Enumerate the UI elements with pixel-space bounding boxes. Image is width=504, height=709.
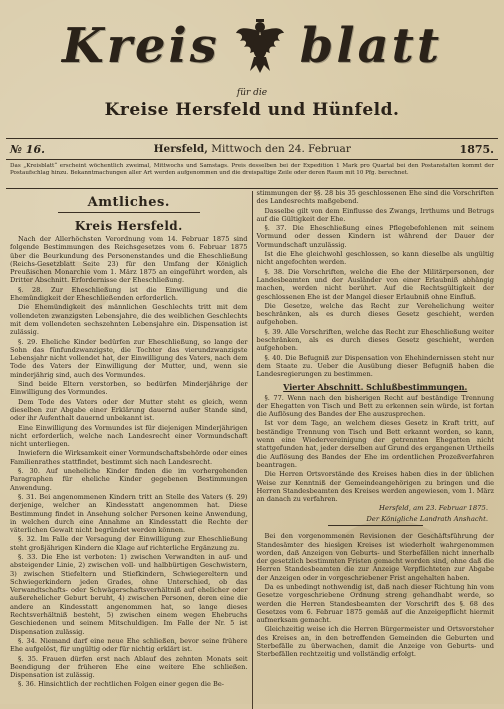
- paragraph: §. 34. Niemand darf eine neue Ehe schließen, bevor seine frühere Ehe aufgelöst, für ungültig oder für nichtig erklärt ist.: [10, 636, 248, 654]
- paragraph: Da es unbedingt nothwendig ist, daß nach dieser Richtung hin vom Gesetze vorgeschriebene Ordnung streng gehandhabt werde, so werden die Herren Standesbeamten der Vorschrift des §. 68 des Gesetzes vom 6. Februar 1875 gemäß auf die Anzeigepflicht hiermit aufmerksam gemacht.: [256, 582, 494, 625]
- eagle-crest-icon: [234, 17, 286, 75]
- subtitle-large: Kreise Hersfeld und Hünfeld.: [104, 100, 400, 120]
- issue-year: 1875.: [459, 142, 494, 156]
- paragraph: §. 38. Die Vorschriften, welche die Ehe der Militärpersonen, der Landesbeamten und der Ausländer von einer Erlaubniß abhängig machen, werden nicht berührt. Auf die Rechtsgültigkeit der geschlossenen Ehe ist der Mangel dieser Erlaubniß ohne Einfluß.: [256, 267, 494, 301]
- paragraph: Eine Einwilligung des Vormundes ist für diejenigen Minderjährigen nicht erforderlich, welche nach Landesrecht einer Vormundschaft nicht unterliegen.: [10, 423, 248, 449]
- sub-heading: Kreis Hersfeld.: [74, 219, 183, 233]
- paragraph: Ist vor dem Tage, an welchem dieses Gesetz in Kraft tritt, auf beständige Trennung von Tisch und Bett erkannt worden, so kann, wenn eine Wiedervereinigung der getrennten Ehegatten nicht stattgefunden hat, jeder derselben auf Grund des ergangenen Urtheils die Auflösung des Bandes der Ehe im ordentlichen Prozeßverfahren beantragen.: [256, 419, 494, 469]
- paragraph: Dem Tode des Vaters oder der Mutter steht es gleich, wenn dieselben zur Abgabe einer Erklärung dauernd außer Stande sind, oder ihr Aufenthalt dauernd unbekannt ist.: [10, 397, 248, 423]
- title-right: blatt: [299, 18, 443, 74]
- paragraph: Gleichzeitig weise ich die Herren Bürgermeister und Ortsvorsteher des Kreises an, in den betreffenden Gemeinden die Geburten und Sterbefälle zu überwachen, damit die Anzeige von Geburts- und Sterbefällen rechtzeitig und vollständig erfolgt.: [256, 625, 494, 659]
- paragraph: §. 28. Zur Eheschließung ist die Einwilligung und die Ehemündigkeit der Eheschließenden erforderlich.: [10, 285, 248, 303]
- issue-line: [6, 138, 498, 160]
- divider-rule: [58, 212, 201, 213]
- paragraph: Dasselbe gilt von dem Einflusse des Zwangs, Irrthums und Betrugs auf die Gültigkeit der Ehe.: [256, 206, 494, 223]
- title-row: [6, 16, 498, 76]
- subscription-notice: Das „Kreisblatt“ erscheint wöchentlich zweimal, Mittwochs und Samstags. Preis desselben bei der Expedition 1 Mark pro Quartal bei den Postanstalten kommt der Postaufschlag hinzu. Bekanntmachungen aller Art werden aufgenommen und die dreispaltige Zeile oder deren Raum mit 10 Pfg. berechnet.: [6, 160, 498, 189]
- title-left: Kreis: [61, 18, 220, 74]
- paragraph: §. 40. Die Befugniß zur Dispensation von Ehehindernissen steht nur dem Staate zu. Ueber die Ausübung dieser Befugniß haben die Landesregierungen zu bestimmen.: [256, 353, 494, 379]
- paragraph: §. 35. Frauen dürfen erst nach Ablauf des zehnten Monats seit Beendigung der früheren Ehe eine weitere Ehe schließen. Dispensation ist zulässig.: [10, 654, 248, 680]
- signature-name: Der Königliche Landrath Anshacht.: [366, 514, 488, 523]
- paragraph: Die Ehemündigkeit des männlichen Geschlechts tritt mit dem vollendeten zwanzigsten Lebensjahre, die des weiblichen Geschlechts mit dem vollendeten sechszehnten Lebensjahre ein. Dispensation ist zulässig.: [10, 303, 248, 337]
- paragraph: Sind beide Eltern verstorben, so bedürfen Minderjährige der Einwilligung des Vormundes.: [10, 380, 248, 397]
- paragraph: Bei den vorgenommenen Revisionen der Geschäftsführung der Standesämter des hiesigen Kreises ist wiederholt wahrgenommen worden, daß Anzeigen von Geburts- und Sterbefällen nicht innerhalb der gesetzlich bestimmten Fristen gemacht worden sind, ohne daß die Herren Standesbeamten die zur Anzeige Verpflichteten zur Abgabe der Anzeigen oder in vorgeschriebener Frist angehalten haben.: [256, 532, 494, 582]
- subtitle-small: für die: [236, 88, 268, 98]
- paragraph: §. 31. Bei angenommenen Kindern tritt an Stelle des Vaters (§. 29) derjenige, welcher an Kindesstatt angenommen hat. Diese Bestimmung findet in Ansehung solcher Personen keine Anwendung, in welchen durch eine Annahme an Kindesstatt die Rechte der väterlichen Gewalt nicht begründet werden können.: [10, 492, 248, 535]
- paragraph: §. 29. Eheliche Kinder bedürfen zur Eheschließung, so lange der Sohn das fünfundzwanzigste, die Tochter das vierundzwanzigste Lebensjahr nicht vollendet hat, der Einwilligung des Vaters, nach dem Tode des Vaters der Einwilligung der Mutter, und, wenn sie minderjährig sind, auch des Vormundes.: [10, 337, 248, 379]
- left-column: [6, 189, 252, 709]
- paragraph: Die Herren Ortsvorstände des Kreises haben dies in der üblichen Weise zur Kenntniß der Gemeindeangehörigen zu bringen und die Herren Standesbeamten des Kreises werden angewiesen, vom 1. März an danach zu verfahren.: [256, 470, 494, 504]
- paragraph: stimmungen der §§. 28 bis 35 geschlossenen Ehe sind die Vorschriften des Landesrechts maßgebend.: [256, 189, 494, 206]
- paragraph: §. 33. Die Ehe ist verboten: 1) zwischen Verwandten in auf- und absteigender Linie, 2) zwischen voll- und halbbürtigen Geschwistern, 3) zwischen Stiefeltern und Stiefkindern, Schwiegereltern und Schwiegerkindern jeden Grades, ohne Unterschied, ob das Verwandtschafts- oder Schwägerschaftsverhältniß auf ehelicher oder außerehelicher Geburt beruht, 4) zwischen Personen, deren eine die andere an Kindesstatt angenommen hat, so lange dieses Rechtsverhältniß besteht, 5) zwischen einem wegen Ehebruchs Geschiedenen und seinem Mitschuldigen. Im Falle der Nr. 5 ist Dispensation zulässig.: [10, 552, 248, 636]
- paragraph: §. 39. Alle Vorschriften, welche das Recht zur Eheschließung weiter beschränken, als es durch dieses Gesetz geschieht, werden aufgehoben.: [256, 327, 494, 353]
- paragraph: §. 77. Wenn nach den bisherigen Recht auf beständige Trennung der Ehegatten von Tisch und Bett zu erkennen sein würde, ist fortan die Auflösung des Bandes der Ehe auszusprechen.: [256, 393, 494, 419]
- article-body: [6, 189, 498, 709]
- right-column: [253, 189, 499, 709]
- paragraph: Die Gesetze, welche das Recht zur Verehelichung weiter beschränken, als es durch dieses Gesetz geschieht, werden aufgehoben.: [256, 301, 494, 327]
- paragraph: §. 30. Auf uneheliche Kinder finden die im vorhergehenden Paragraphen für eheliche Kinder gegebenen Bestimmungen Anwendung.: [10, 467, 248, 492]
- paragraph: Ist die Ehe gleichwohl geschlossen, so kann dieselbe als ungültig nicht angefochten werden.: [256, 250, 494, 267]
- paragraph: Nach der Allerhöchsten Verordnung vom 14. Februar 1875 sind folgende Bestimmungen des Reichsgesetzes vom 6. Februar 1875 über die Beurkundung des Personenstandes und die Eheschließung (Reichs-Gesetzblatt Seite 23) für den Umfang der Königlich Preußischen Monarchie vom 1. März 1875 an eingeführt worden, als Dritter Abschnitt. Erfordernisse der Eheschließung.: [10, 235, 248, 285]
- issue-date-line: [45, 143, 460, 155]
- section-subheading: Vierter Abschnitt. Schlußbestimmungen.: [283, 381, 468, 392]
- issue-number: № 16.: [10, 142, 45, 156]
- issue-place: Hersfeld,: [153, 143, 208, 155]
- paragraph: §. 37. Die Eheschließung eines Pflegebefohlenen mit seinem Vormund oder dessen Kindern ist während der Dauer der Vormundschaft unzulässig.: [256, 224, 494, 249]
- divider-rule: [328, 525, 423, 526]
- signature-date: Hersfeld, am 23. Februar 1875.: [379, 504, 488, 513]
- issue-date: Mittwoch den 24. Februar: [211, 143, 351, 155]
- paragraph: Inwiefern die Wirksamkeit einer Vormundschaftsbehörde oder eines Familienrathes stattfindet, bestimmt sich nach Landesrecht.: [10, 449, 248, 466]
- paragraph: §. 36. Hinsichtlich der rechtlichen Folgen einer gegen die Be-: [18, 680, 224, 689]
- section-heading: Amtliches.: [87, 195, 170, 210]
- paragraph: §. 32. Im Falle der Versagung der Einwilligung zur Eheschließung steht großjährigen Kindern die Klage auf richterliche Ergänzung zu.: [10, 535, 248, 552]
- masthead: [6, 0, 498, 138]
